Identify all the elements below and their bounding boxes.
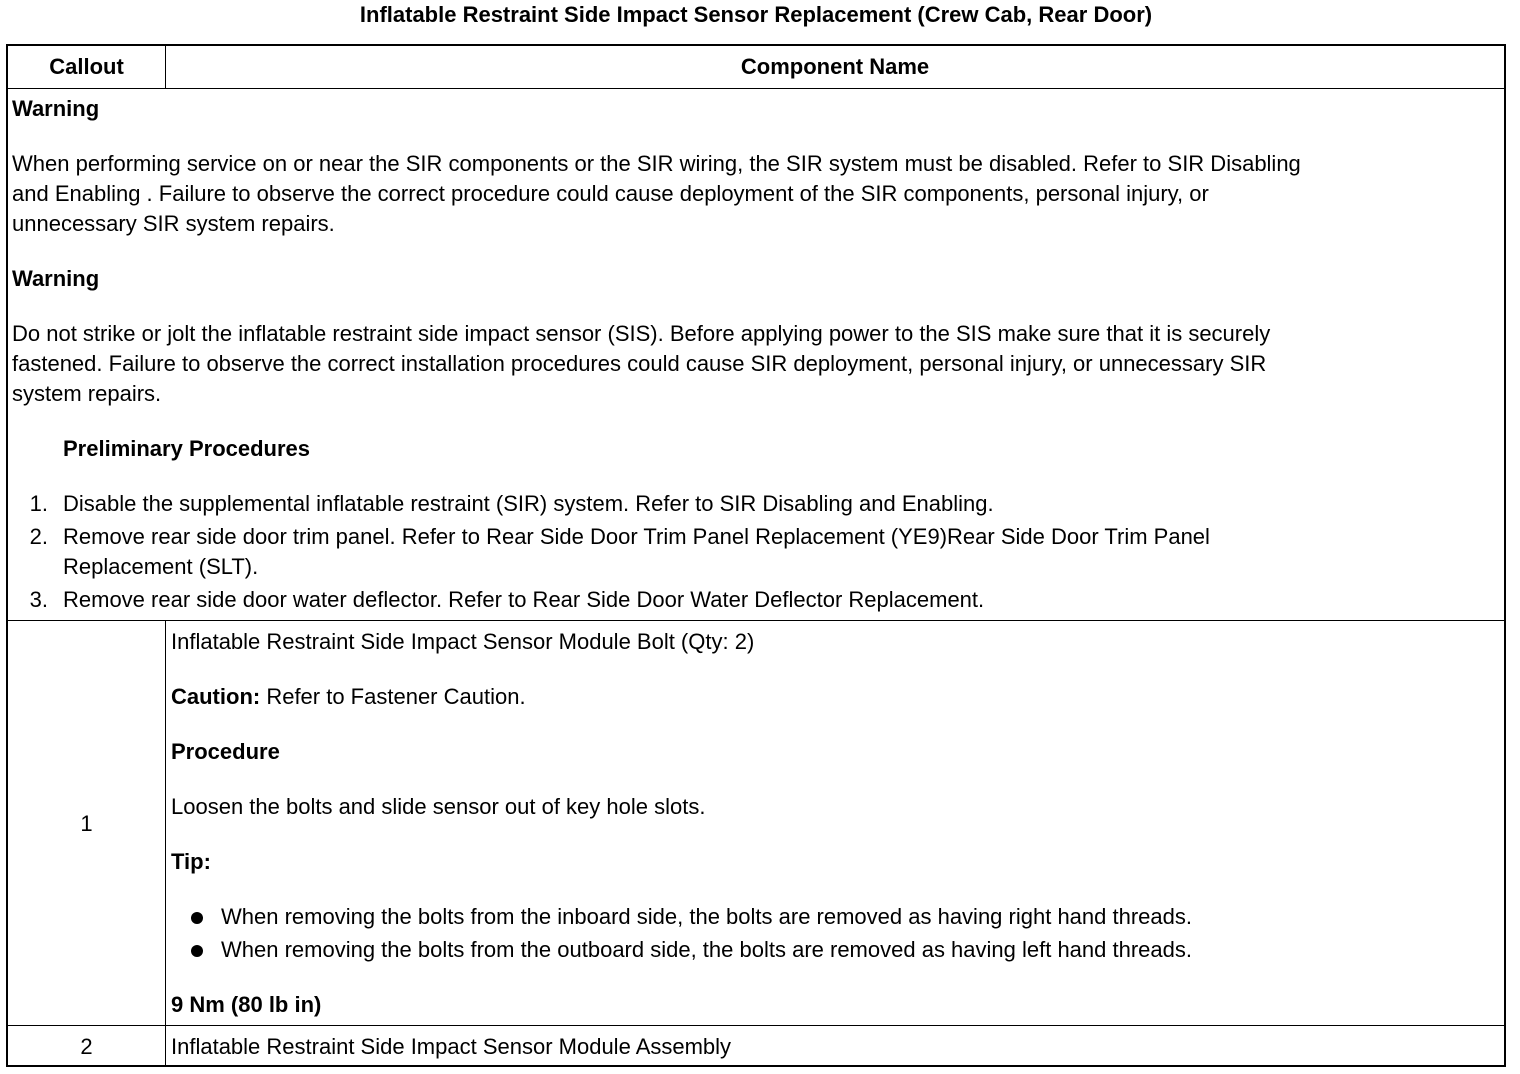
- header-divider: [165, 46, 166, 88]
- callout-number: 1: [80, 811, 93, 836]
- caution-note: [171, 682, 526, 712]
- component-name: Inflatable Restraint Side Impact Sensor Module Assembly: [171, 1034, 732, 1059]
- callout-column-header: Callout: [49, 54, 124, 79]
- caution-label: Caution:: [171, 684, 261, 709]
- tip-text: When removing the bolts from the inboard side, the bolts are removed as having right hand threads.: [221, 904, 1192, 929]
- warning-text-line: system repairs.: [12, 381, 162, 406]
- step-text: Replacement (SLT).: [63, 554, 259, 579]
- header-rule: [8, 88, 1504, 89]
- row-rule-1: [8, 620, 1504, 621]
- warning-label: Warning: [12, 96, 100, 121]
- warning-text-line: When performing service on or near the SIR components or the SIR wiring, the SIR system must be disabled. Refer to SIR Disabling: [12, 151, 1301, 176]
- tip-text: When removing the bolts from the outboard side, the bolts are removed as having left hand threads.: [221, 937, 1192, 962]
- column-divider: [165, 620, 166, 1067]
- step-number: 2.: [29, 524, 48, 549]
- bullet-icon: [191, 945, 203, 957]
- caution-text: Refer to Fastener Caution.: [260, 684, 526, 709]
- warning-text-line: Do not strike or jolt the inflatable restraint side impact sensor (SIS). Before applying power to the SIS make sure that it is securely: [12, 321, 1271, 346]
- component-name: Inflatable Restraint Side Impact Sensor Module Bolt (Qty: 2): [171, 629, 755, 654]
- page-title: Inflatable Restraint Side Impact Sensor Replacement (Crew Cab, Rear Door): [359, 2, 1153, 27]
- callout-number: 2: [80, 1034, 93, 1059]
- warning-text-line: unnecessary SIR system repairs.: [12, 211, 335, 236]
- tip-heading: Tip:: [171, 849, 211, 874]
- step-text: Disable the supplemental inflatable restraint (SIR) system. Refer to SIR Disabling and Enabling.: [63, 491, 994, 516]
- procedure-heading: Procedure: [171, 739, 280, 764]
- step-number: 1.: [29, 491, 48, 516]
- step-text: Remove rear side door water deflector. Refer to Rear Side Door Water Deflector Replacement.: [63, 587, 985, 612]
- warning-text-line: fastened. Failure to observe the correct installation procedures could cause SIR deployment, personal injury, or unnecessary SIR: [12, 351, 1267, 376]
- procedure-table: [6, 44, 1506, 1067]
- row-rule-2: [8, 1025, 1504, 1026]
- preliminary-heading: Preliminary Procedures: [63, 436, 311, 461]
- step-text: Remove rear side door trim panel. Refer to Rear Side Door Trim Panel Replacement (YE9)Rear Side Door Trim Panel: [63, 524, 1210, 549]
- step-number: 3.: [29, 587, 48, 612]
- torque-spec: 9 Nm (80 lb in): [171, 992, 322, 1017]
- component-column-header: Component Name: [740, 54, 930, 79]
- warning-text-line: and Enabling . Failure to observe the correct procedure could cause deployment of the SIR components, personal injury, or: [12, 181, 1209, 206]
- warning-label: Warning: [12, 266, 100, 291]
- procedure-text: Loosen the bolts and slide sensor out of key hole slots.: [171, 794, 706, 819]
- bullet-icon: [191, 912, 203, 924]
